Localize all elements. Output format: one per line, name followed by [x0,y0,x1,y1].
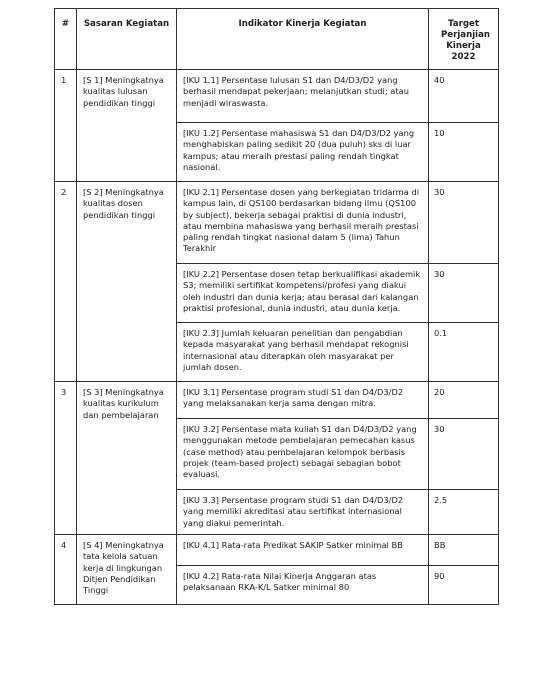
sasaran-cell: [S 3] Meningkatnya kualitas kurikulum dan pembelajaran [77,382,177,534]
table-row [54,382,499,535]
indicator-row [177,182,498,263]
target-cell: 30 [434,269,445,279]
row-number: 2 [55,182,77,381]
indicator-row [177,263,498,322]
indicator-cell: [IKU 3.1] Persentase program studi S1 dan D4/D3/D2 yang melaksanakan kerja sama dengan mitra. [177,382,429,418]
target-cell: 10 [434,128,445,138]
table-row [54,182,499,382]
indicator-row [177,70,498,122]
indicator-row [177,322,498,381]
indicator-cell: [IKU 1.1] Persentase lulusan S1 dan D4/D3/D2 yang berhasil mendapat pekerjaan; melanjutkan studi; atau menjadi wiraswasta. [177,70,429,122]
header-target: Target Perjanjian Kinerja 2022 [441,19,491,62]
target-cell: BB [434,540,446,550]
header-sasaran: Sasaran Kegiatan [83,19,170,29]
target-cell: 2.5 [434,495,448,505]
table-row [54,535,499,605]
row-number: 1 [55,70,77,181]
indicator-cell: [IKU 2.2] Persentase dosen tetap berkualifikasi akademik S3; memiliki sertifikat kompetensi/profesi yang diakui oleh industri dan dunia kerja; atau berasal dari kalangan praktisi profesional, dunia industri, atau dunia kerja. [177,264,429,322]
indicator-cell: [IKU 3.3] Persentase program studi S1 dan D4/D3/D2 yang memiliki akreditasi atau sertifikat internasional yang diakui pemerintah. [177,490,429,534]
indicator-cell: [IKU 1.2] Persentase mahasiswa S1 dan D4/D3/D2 yang menghabiskan paling sedikit 20 (dua puluh) sks di luar kampus; atau meraih prestasi paling rendah tingkat nasional. [177,123,429,181]
indicator-row [177,565,498,604]
sasaran-cell: [S 1] Meningkatnya kualitas lulusan pendidikan tinggi [77,70,177,181]
indicator-row [177,418,498,489]
header-indikator: Indikator Kinerja Kegiatan [238,19,367,29]
table-row [54,70,499,182]
target-cell: 0.1 [434,328,448,338]
table-header-row [54,8,499,70]
performance-table [54,8,499,605]
indicator-row [177,382,498,418]
target-cell: 20 [434,387,445,397]
target-cell: 90 [434,571,445,581]
indicator-row [177,489,498,534]
indicator-cell: [IKU 4.1] Rata-rata Predikat SAKIP Satker minimal BB [177,535,429,565]
indicator-cell: [IKU 3.2] Persentase mata kuliah S1 dan D4/D3/D2 yang menggunakan metode pembelajaran pemecahan kasus (case method) atau pembelajaran kelompok berbasis projek (team-based project) sebagai sebagian bobot evaluasi. [177,419,429,489]
indicator-cell: [IKU 2.3] Jumlah keluaran penelitian dan pengabdian kepada masyarakat yang berhasil mendapat rekognisi internasional atau diterapkan oleh masyarakat per jumlah dosen. [177,323,429,381]
sasaran-cell: [S 2] Meningkatnya kualitas dosen pendidikan tinggi [77,182,177,381]
indicator-row [177,122,498,181]
header-no: # [61,19,70,29]
indicator-cell: [IKU 4.2] Rata-rata Nilai Kinerja Anggaran atas pelaksanaan RKA-K/L Satker minimal 80 [177,566,429,604]
indicator-cell: [IKU 2.1] Persentase dosen yang berkegiatan tridarma di kampus lain, di QS100 berdasarkan bidang ilmu (QS100 by subject), bekerja sebagai praktisi di dunia industri, atau membina mahasiswa yang berhasil meraih prestasi paling rendah tingkat nasional dalam 5 (lima) Tahun Terakhir [177,182,429,263]
sasaran-cell: [S 4] Meningkatnya tata kelola satuan kerja di lingkungan Ditjen Pendidikan Tinggi [77,535,177,604]
target-cell: 30 [434,424,445,434]
row-number: 4 [55,535,77,604]
indicator-row [177,535,498,565]
target-cell: 30 [434,187,445,197]
target-cell: 40 [434,75,445,85]
row-number: 3 [55,382,77,534]
